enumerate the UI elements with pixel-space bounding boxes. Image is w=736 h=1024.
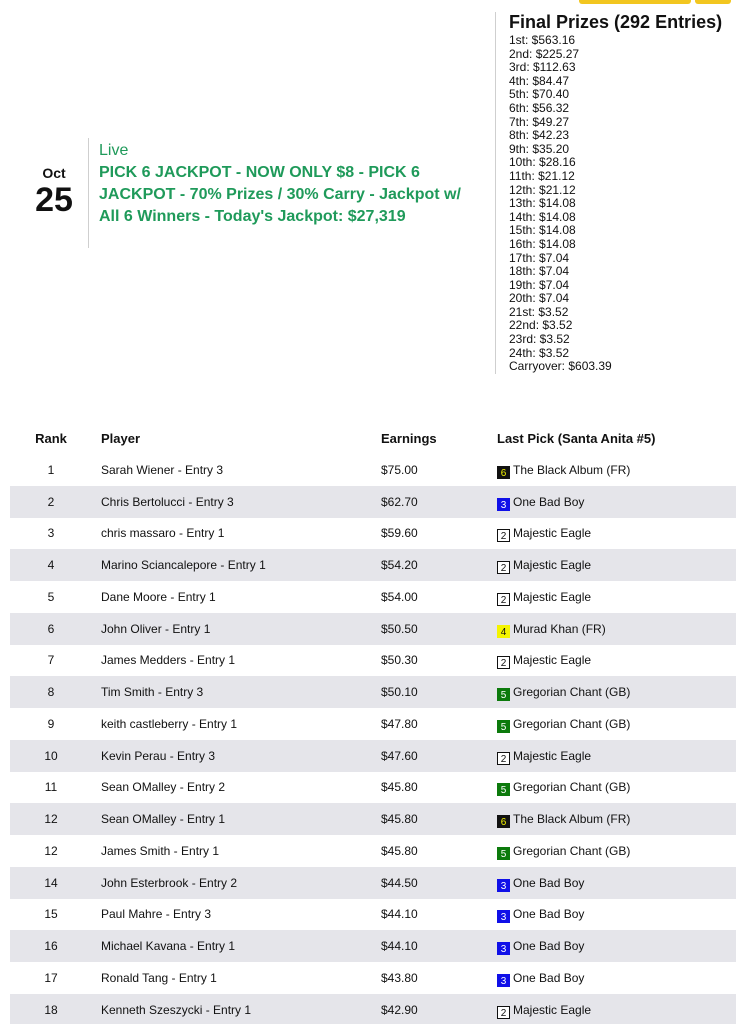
- event-info: [88, 138, 483, 248]
- row-player[interactable]: Sean OMalley - Entry 1: [101, 812, 226, 827]
- prize-item: 4th: $84.47: [509, 73, 570, 88]
- last-pick: [497, 780, 631, 797]
- horse-name: The Black Album (FR): [513, 812, 631, 827]
- event-date: [28, 165, 80, 218]
- horse-name: One Bad Boy: [513, 970, 585, 985]
- prize-item: 2nd: $225.27: [509, 46, 580, 61]
- prize-item: 5th: $70.40: [509, 87, 570, 102]
- table-row[interactable]: [10, 518, 736, 550]
- row-rank: 6: [47, 621, 55, 636]
- row-player[interactable]: Marino Sciancalepore - Entry 1: [101, 558, 266, 573]
- prize-item: 11th: $21.12: [509, 168, 575, 183]
- row-last-pick: [490, 549, 736, 581]
- row-rank: 8: [47, 685, 55, 700]
- row-rank: 17: [44, 970, 58, 985]
- table-row[interactable]: [10, 930, 736, 962]
- table-row[interactable]: [10, 994, 736, 1024]
- row-earnings: $44.10: [381, 939, 418, 954]
- row-rank: 3: [47, 526, 55, 541]
- row-earnings: $44.10: [381, 907, 418, 922]
- table-row[interactable]: [10, 867, 736, 899]
- row-last-pick: [490, 772, 736, 804]
- row-last-pick: [490, 994, 736, 1024]
- horse-name: Majestic Eagle: [513, 748, 592, 763]
- prize-item: 16th: $14.08: [509, 236, 576, 251]
- final-prizes-panel: [495, 12, 736, 374]
- prize-item: 15th: $14.08: [509, 223, 576, 238]
- row-earnings: $50.10: [381, 685, 418, 700]
- top-tab[interactable]: [579, 0, 691, 4]
- prize-item: 7th: $49.27: [509, 114, 570, 129]
- row-earnings: $54.00: [381, 589, 418, 604]
- rank-header[interactable]: Rank: [35, 430, 67, 446]
- row-rank: 7: [47, 653, 55, 668]
- row-rank: 16: [44, 939, 58, 954]
- row-player[interactable]: Sarah Wiener - Entry 3: [101, 462, 224, 477]
- row-rank: 15: [44, 907, 58, 922]
- row-earnings: $47.60: [381, 748, 418, 763]
- row-rank: 18: [44, 1002, 58, 1017]
- program-number-badge: 3: [497, 498, 510, 511]
- last-pick: [497, 653, 592, 670]
- table-row[interactable]: [10, 581, 736, 613]
- prize-item: 22nd: $3.52: [509, 318, 573, 333]
- row-earnings: $45.80: [381, 812, 418, 827]
- prize-item: 12th: $21.12: [509, 182, 576, 197]
- prize-item: 6th: $56.32: [509, 100, 570, 115]
- last-pick: [497, 495, 584, 509]
- leaderboard-body: [10, 454, 736, 1024]
- horse-name: One Bad Boy: [513, 494, 585, 509]
- prize-item: 1st: $563.16: [509, 33, 576, 47]
- row-player[interactable]: Michael Kavana - Entry 1: [101, 939, 236, 954]
- row-rank: 10: [44, 748, 58, 763]
- final-prizes-title: Final Prizes (292 Entries): [509, 12, 723, 32]
- horse-name: One Bad Boy: [513, 907, 585, 922]
- row-player[interactable]: John Esterbrook - Entry 2: [101, 875, 238, 890]
- row-player[interactable]: chris massaro - Entry 1: [101, 526, 225, 541]
- program-number-badge: 3: [497, 910, 510, 923]
- last-pick: [497, 812, 631, 829]
- program-number-badge: 2: [497, 1006, 510, 1019]
- last-pick: [497, 844, 630, 858]
- row-last-pick: [490, 645, 736, 677]
- horse-name: One Bad Boy: [513, 939, 585, 954]
- program-number-badge: 5: [497, 720, 510, 733]
- row-earnings: $54.20: [381, 558, 418, 573]
- prize-item: 9th: $35.20: [509, 141, 570, 156]
- row-earnings: $47.80: [381, 716, 418, 731]
- last-pick: [497, 939, 585, 956]
- prize-item: 10th: $28.16: [509, 155, 576, 170]
- table-row[interactable]: [10, 899, 736, 931]
- prize-item: 14th: $14.08: [509, 209, 576, 224]
- row-last-pick: [490, 867, 736, 899]
- top-tab-strip: [579, 0, 736, 4]
- horse-name: Gregorian Chant (GB): [513, 843, 631, 858]
- horse-name: Majestic Eagle: [513, 526, 592, 541]
- table-row[interactable]: [10, 676, 736, 708]
- program-number-badge: 6: [497, 466, 510, 479]
- horse-name: Majestic Eagle: [513, 653, 592, 668]
- prize-item: 17th: $7.04: [509, 250, 570, 265]
- horse-name: The Black Album (FR): [513, 462, 631, 477]
- row-earnings: $45.80: [381, 843, 418, 858]
- horse-name: Majestic Eagle: [513, 1002, 592, 1017]
- row-earnings: $44.50: [381, 875, 418, 890]
- row-last-pick: [490, 962, 736, 994]
- row-last-pick: [490, 740, 736, 772]
- table-row[interactable]: [10, 772, 736, 804]
- row-player[interactable]: Tim Smith - Entry 3: [101, 685, 204, 700]
- program-number-badge: 5: [497, 688, 510, 701]
- row-last-pick: [490, 613, 736, 645]
- program-number-badge: 2: [497, 593, 510, 606]
- leaderboard-table: [10, 422, 736, 1024]
- last-pick: [497, 685, 631, 702]
- horse-name: Gregorian Chant (GB): [513, 685, 631, 700]
- horse-name: Gregorian Chant (GB): [513, 716, 631, 731]
- last-pick: [497, 717, 630, 731]
- table-row[interactable]: [10, 962, 736, 994]
- row-player[interactable]: James Medders - Entry 1: [101, 653, 236, 668]
- prize-item: 18th: $7.04: [509, 264, 570, 279]
- last-pick: [497, 558, 592, 575]
- row-rank: 5: [47, 589, 55, 604]
- row-player[interactable]: Kenneth Szeszycki - Entry 1: [101, 1002, 252, 1017]
- row-rank: 2: [47, 494, 55, 509]
- program-number-badge: 2: [497, 656, 510, 669]
- row-earnings: $59.60: [381, 526, 418, 541]
- row-last-pick: [490, 708, 736, 740]
- row-last-pick: [490, 803, 736, 835]
- row-player[interactable]: Kevin Perau - Entry 3: [101, 748, 216, 763]
- event-day: 25: [35, 181, 73, 219]
- prize-item: 3rd: $112.63: [509, 60, 576, 75]
- last-pick: [497, 749, 591, 763]
- last-pick: [497, 971, 584, 985]
- last-pick-header[interactable]: Last Pick (Santa Anita #5): [497, 430, 656, 446]
- last-pick: [497, 907, 585, 924]
- row-player[interactable]: James Smith - Entry 1: [101, 843, 220, 858]
- row-player[interactable]: Ronald Tang - Entry 1: [101, 970, 217, 985]
- row-last-pick: [490, 899, 736, 931]
- row-earnings: $43.80: [381, 970, 418, 985]
- row-last-pick: [490, 454, 736, 486]
- table-row[interactable]: [10, 486, 736, 518]
- horse-name: Majestic Eagle: [513, 558, 592, 573]
- row-player[interactable]: Chris Bertolucci - Entry 3: [101, 494, 234, 509]
- row-last-pick: [490, 930, 736, 962]
- row-rank: 11: [44, 780, 58, 795]
- program-number-badge: 2: [497, 561, 510, 574]
- last-pick: [497, 876, 584, 890]
- horse-name: Murad Khan (FR): [513, 621, 606, 636]
- earnings-header[interactable]: Earnings: [381, 430, 437, 446]
- prize-item: 13th: $14.08: [509, 196, 576, 211]
- table-row[interactable]: [10, 613, 736, 645]
- table-row[interactable]: [10, 549, 736, 581]
- program-number-badge: 5: [497, 783, 510, 796]
- row-earnings: $75.00: [381, 462, 418, 477]
- program-number-badge: 4: [497, 625, 510, 638]
- row-earnings: $45.80: [381, 780, 418, 795]
- row-last-pick: [490, 581, 736, 613]
- row-player[interactable]: keith castleberry - Entry 1: [101, 716, 238, 731]
- top-tab[interactable]: [695, 0, 731, 4]
- row-rank: 1: [47, 462, 55, 477]
- row-rank: 12: [44, 843, 58, 858]
- last-pick: [497, 590, 591, 604]
- row-earnings: $42.90: [381, 1002, 418, 1017]
- table-row[interactable]: [10, 835, 736, 867]
- last-pick: [497, 1003, 591, 1017]
- last-pick: [497, 526, 592, 543]
- program-number-badge: 3: [497, 879, 510, 892]
- row-rank: 9: [47, 716, 55, 731]
- row-earnings: $50.30: [381, 653, 418, 668]
- horse-name: Majestic Eagle: [513, 589, 592, 604]
- prize-item: 8th: $42.23: [509, 128, 570, 143]
- program-number-badge: 5: [497, 847, 510, 860]
- last-pick: [497, 622, 606, 636]
- row-player[interactable]: John Oliver - Entry 1: [101, 621, 211, 636]
- row-player[interactable]: Paul Mahre - Entry 3: [101, 907, 212, 922]
- row-rank: 4: [47, 558, 55, 573]
- prize-item: 24th: $3.52: [509, 345, 570, 360]
- horse-name: Gregorian Chant (GB): [513, 780, 631, 795]
- prize-list: [509, 34, 736, 360]
- row-player[interactable]: Sean OMalley - Entry 2: [101, 780, 226, 795]
- program-number-badge: 2: [497, 529, 510, 542]
- prize-item: 19th: $7.04: [509, 277, 570, 292]
- prize-item: 21st: $3.52: [509, 304, 569, 319]
- row-player[interactable]: Dane Moore - Entry 1: [101, 589, 216, 604]
- table-row[interactable]: [10, 454, 736, 486]
- table-row[interactable]: [10, 803, 736, 835]
- horse-name: One Bad Boy: [513, 875, 585, 890]
- last-pick: [497, 463, 630, 477]
- row-earnings: $62.70: [381, 494, 418, 509]
- leaderboard-header: [10, 422, 736, 454]
- row-rank: 14: [44, 875, 58, 890]
- prize-item: 23rd: $3.52: [509, 332, 570, 347]
- table-row[interactable]: [10, 740, 736, 772]
- row-last-pick: [490, 676, 736, 708]
- row-rank: 12: [44, 812, 58, 827]
- program-number-badge: 6: [497, 815, 510, 828]
- prize-item: 20th: $7.04: [509, 291, 570, 306]
- program-number-badge: 3: [497, 942, 510, 955]
- program-number-badge: 2: [497, 752, 510, 765]
- row-earnings: $50.50: [381, 621, 418, 636]
- table-row[interactable]: [10, 645, 736, 677]
- event-status: Live: [99, 142, 129, 159]
- event-month: Oct: [42, 165, 66, 181]
- carryover-amount: Carryover: $603.39: [509, 359, 612, 374]
- row-last-pick: [490, 518, 736, 550]
- row-last-pick: [490, 486, 736, 518]
- table-row[interactable]: [10, 708, 736, 740]
- event-title[interactable]: PICK 6 JACKPOT - NOW ONLY $8 - PICK 6 JACKPOT - 70% Prizes / 30% Carry - Jackpot w/ All 6 Winners - Today's Jackpot: $27,319: [99, 164, 461, 225]
- program-number-badge: 3: [497, 974, 510, 987]
- player-header[interactable]: Player: [101, 430, 141, 446]
- row-last-pick: [490, 835, 736, 867]
